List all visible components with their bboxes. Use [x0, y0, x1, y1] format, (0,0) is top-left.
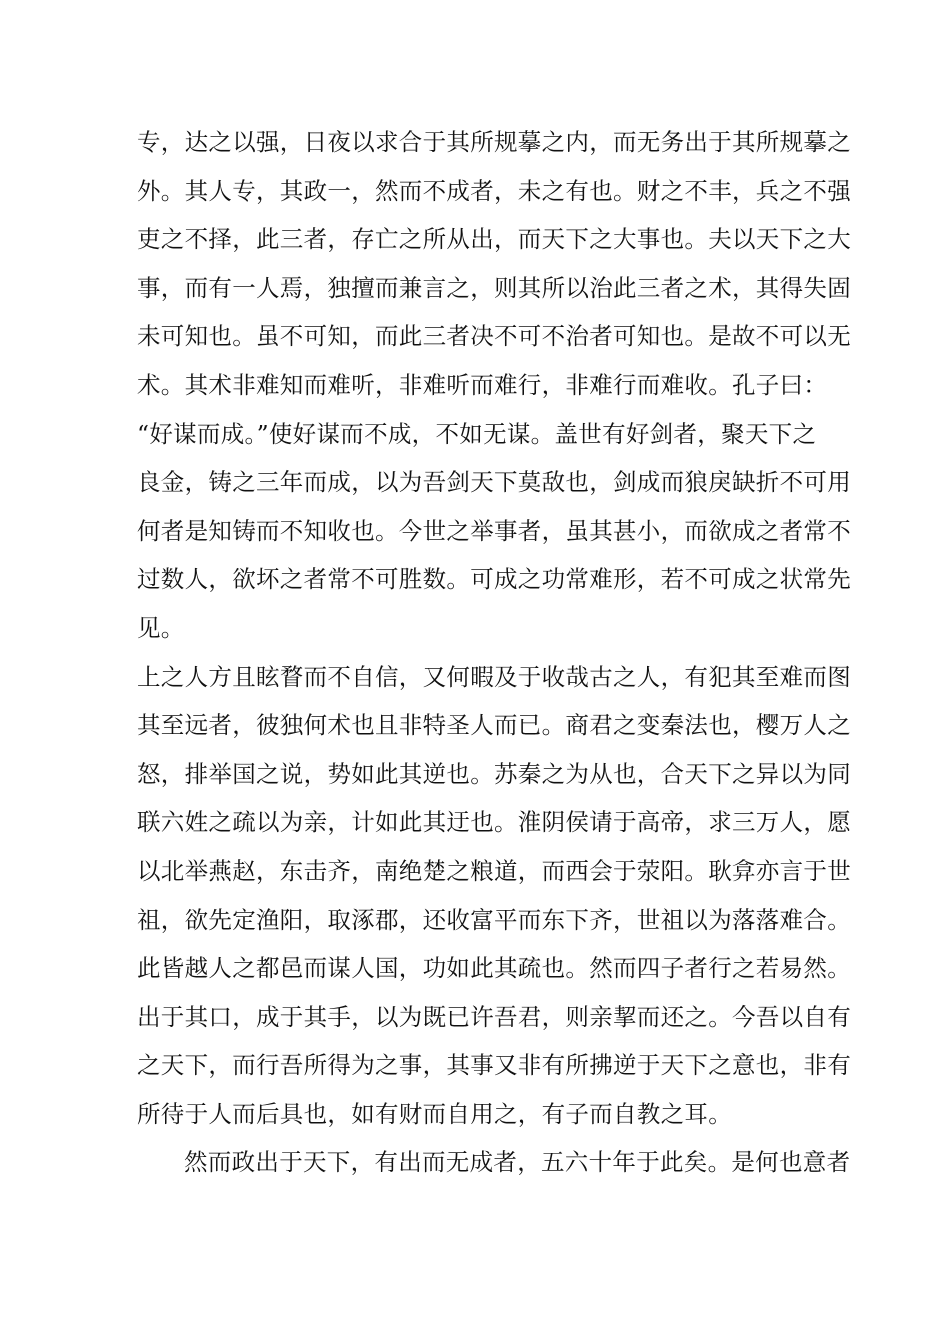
text-line: 出于其口，成于其手，以为既已许吾君，则亲挈而还之。今吾以自有	[137, 1002, 851, 1031]
text-line: 外。其人专，其政一，然而不成者，未之有也。财之不丰，兵之不强	[137, 176, 851, 205]
text-line: 何者是知铸而不知收也。今世之举事者，虽其甚小，而欲成之者常不	[137, 516, 851, 545]
text-line: 事，而有一人焉，独擅而兼言之，则其所以治此三者之术，其得失固	[137, 273, 851, 302]
text-line: 其至远者，彼独何术也且非特圣人而已。商君之变秦法也，樱万人之	[137, 711, 851, 740]
text-line: “好谋而成。”使好谋而不成，不如无谋。盖世有好剑者，聚天下之	[137, 419, 817, 448]
text-line: 怒，排举国之说，势如此其逆也。苏秦之为从也，合天下之异以为同	[137, 759, 851, 788]
text-line-indented: 然而政出于天下，有出而无成者，五六十年于此矣。是何也意者	[184, 1148, 851, 1177]
text-line: 此皆越人之都邑而谋人国，功如此其疏也。然而四子者行之若易然。	[137, 954, 851, 983]
text-line: 专，达之以强，日夜以求合于其所规摹之内，而无务出于其所规摹之	[137, 128, 851, 156]
text-line: 见。	[137, 613, 185, 642]
text-line: 祖，欲先定渔阳，取涿郡，还收富平而东下齐，世祖以为落落难合。	[137, 905, 851, 934]
text-line: 术。其术非难知而难听，非难听而难行，非难行而难收。孔子曰：	[137, 370, 828, 399]
text-line: 之天下，而行吾所得为之事，其事又非有所拂逆于天下之意也，非有	[137, 1051, 851, 1080]
text-line: 联六姓之疏以为亲，计如此其迂也。淮阴侯请于高帝，求三万人，愿	[137, 808, 851, 837]
text-line: 未可知也。虽不可知，而此三者决不可不治者可知也。是故不可以无	[137, 322, 851, 351]
text-line: 上之人方且眩瞀而不自信，又何暇及于收哉古之人，有犯其至难而图	[137, 662, 851, 691]
text-line: 良金，铸之三年而成，以为吾剑天下莫敌也，剑成而狼戾缺折不可用	[137, 468, 851, 497]
text-line: 过数人，欲坏之者常不可胜数。可成之功常难形，若不可成之状常先	[137, 565, 851, 594]
text-line: 所待于人而后具也，如有财而自用之，有子而自教之耳。	[137, 1099, 732, 1128]
body-text	[137, 118, 851, 1187]
text-line: 吏之不择，此三者，存亡之所从出，而天下之大事也。夫以天下之大	[137, 225, 851, 254]
text-line: 以北举燕赵，东击齐，南绝楚之粮道，而西会于荥阳。耿弇亦言于世	[137, 856, 851, 885]
